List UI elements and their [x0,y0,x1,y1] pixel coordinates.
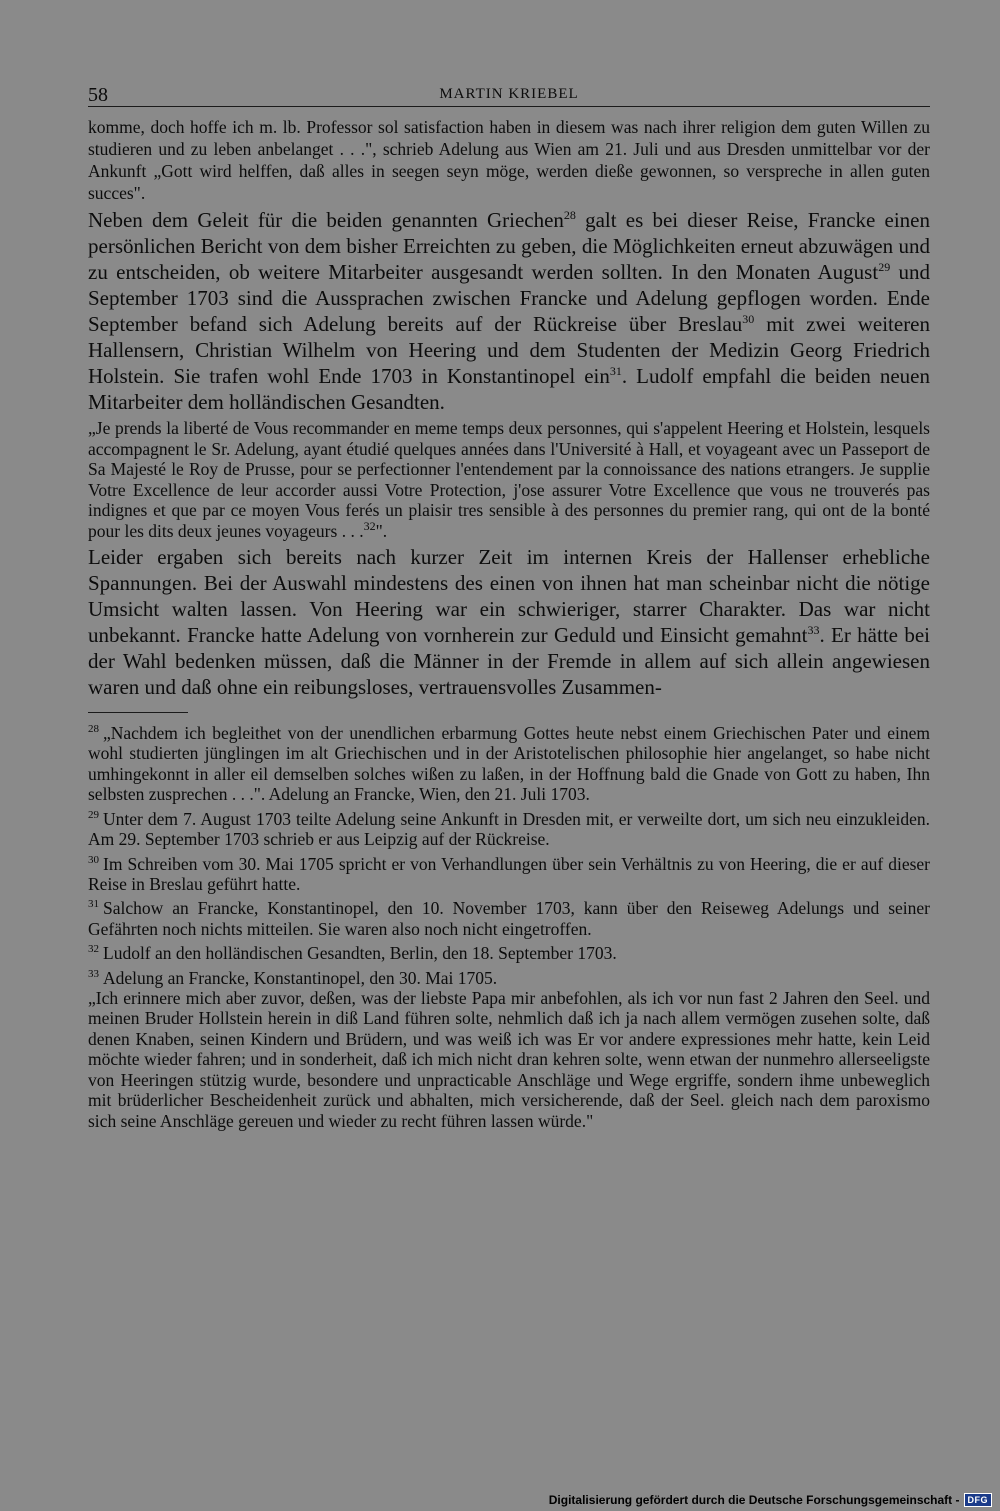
footnote-ref[interactable]: 29 [878,260,891,274]
text-run: . Ludolf empfahl die beiden neuen Mitarbeiter dem holländischen Gesandten. [88,364,931,414]
footnote-number: 32 [88,943,99,956]
footnote-ref[interactable]: 32 [363,518,376,533]
quote-text [88,418,930,541]
footnote [88,894,930,939]
text-run: Neben dem Geleit für die beiden genannten Griechen [88,208,564,232]
footnote [88,939,930,963]
text-run: und September 1703 sind die Aussprachen zwischen Francke und Adelung gepflogen worden. Ende September befand sich Adelung bereits auf der Rückreise über Breslau [88,260,931,336]
footnotes [88,719,930,1131]
body-paragraph-1 [88,207,930,415]
footer-text: Digitalisierung gefördert durch die Deutsche Forschungsgemeinschaft - [548,1493,960,1507]
footnote-text: „Nachdem ich begleithet von der unendlichen erbarmung Gottes heute nebst einem Griechischen Pater und einem wohl studierten jünglingen im alt Griechischen und in der Aristotelischen philosophie hier angelanget, so habe nicht umhingekonnt in aller eil demselben solches wißen zu laßen, in der Hoffnung bald die Gnade von Gott zu haben, Ihn selbsten zusprechen . . .". Adelung an Francke, Wien, den 21. Juli 1703. [88,722,930,805]
footnote-ref[interactable]: 33 [807,623,820,637]
footnote-text: Im Schreiben vom 30. Mai 1705 spricht er von Verhandlungen über sein Verhältnis zu von Heering, die er auf dieser Reise in Breslau geführt hatte. [88,853,930,894]
footnote-ref[interactable]: 28 [563,208,576,222]
page [88,80,930,1131]
page-number: 58 [88,84,108,106]
footnote-number: 31 [88,898,99,911]
footnote-number: 29 [88,808,99,821]
text-run: ". [375,520,388,541]
quote-text: komme, doch hoffe ich m. lb. Professor sol satisfaction haben in diesem was nach ihrer religion dem guten Willen zu studieren und zu leben anbelanget . . .", schrieb Adelung aus Wien am 21. Juli und aus Dresden unmittelbar vor der Ankunft „Gott wird helffen, daß alles in seegen seyn möge, werden dieße gewonnen, so verspreche in allen guten succes". [88,117,930,203]
footnote-text: Salchow an Francke, Konstantinopel, den 10. November 1703, kann über den Reiseweg Adelungs und seiner Gefährten noch nichts mitteilen. Sie waren also noch nicht eingetroffen. [88,898,930,939]
body-paragraph-2 [88,544,930,700]
text-run: Leider ergaben sich bereits nach kurzer Zeit im internen Kreis der Hallenser erhebliche Spannungen. Bei der Auswahl mindestens des einen von ihnen hat man scheinbar nicht die nötige Umsicht walten lassen. Von Heering war ein schwieriger, starrer Charakter. Das war nicht unbekannt. Francke hatte Adelung von vornherein zur Geduld und Einsicht gemahnt [88,545,930,647]
footnote-divider [88,712,188,713]
footnote-text: Ludolf an den holländischen Gesandten, Berlin, den 18. September 1703. [103,943,617,964]
block-quote-adelung [88,116,930,204]
text-run: „Je prends la liberté de Vous recommander en meme temps deux personnes, qui s'appelent Heering et Holstein, lesquels accompagnent le Sr. Adelung, ayant étudié quelques années dans l'Université à Hall, et voyageant avec un Passeport de Sa Majesté le Roy de Prusse, pour se perfectionner l'entendement par la connoissance des nations etrangers. Je supplie Votre Excellence de leur accorder aussi Votre Protection, j'ose assurer Votre Excellence que vous ne trouverés pas indignes et que par ce moyen Vous ferés un plaisir tres sensible à des personnes du premier rang, qui ont de la bonté pour les dits deux jeunes voyageurs . . . [88,418,930,541]
footnote [88,805,930,850]
footnote [88,850,930,895]
footnote-ref[interactable]: 31 [609,364,622,378]
footnote-text: Unter dem 7. August 1703 teilte Adelung seine Ankunft in Dresden mit, er verweilte dort, um sich neu einzukleiden. Am 29. September 1703 schrieb er aus Leipzig auf der Rückreise. [88,808,930,850]
footnote-text: Adelung an Francke, Konstantinopel, den 30. Mai 1705. [103,967,498,988]
footnote-quote: „Ich erinnere mich aber zuvor, deßen, was der liebste Papa mir anbefohlen, als ich vor nun fast 2 Jahren den Seel. und meinen Bruder Hollstein herein in diß Land führen solte, nehmlich daß ich ja nach allem vermögen zusehen solte, daß denen Knaben, seinen Kindern und Brüdern, und was weiß ich was Er vor andere expressiones mehr hatte, kein Leid möchte wieder fahren; und in sonderheit, daß ich mich nicht dran kehren solte, wenn etwan der nunmehro allerseeligste von Heeringen stützig wurde, besondere und unpracticable Anschläge und Wege ergriffe, sondern ihme unbeweglich mit brüderlicher Bescheidenheit zurück und abhalten, mich versicherende, daß der Seel. gleich nach dem paroxismo sich seine Anschläge gereuen und wieder zu recht führen lassen würde." [88,987,930,1131]
text-run: galt es bei dieser Reise, Francke einen persönlichen Bericht von dem bisher Erreichten zu geben, die Möglichkeiten erneut abzuwägen und zu entscheiden, ob weitere Mitarbeiter ausgesandt werden sollten. In den Monaten August [88,208,930,284]
footnote [88,964,930,988]
footnote-number: 28 [88,723,99,735]
paragraph [88,207,930,415]
running-head [88,80,930,107]
footnote-number: 33 [88,967,99,980]
block-quote-ludolf [88,418,930,541]
text-run: . Er hätte bei der Wahl bedenken müssen, daß die Männer in der Fremde in allem auf sich allein angewiesen waren und daß ohne ein reibungsloses, vertrauensvolles Zusammen- [88,623,930,699]
digitization-footer [549,1493,992,1507]
running-title: MARTIN KRIEBEL [439,86,579,102]
footnote-ref[interactable]: 30 [742,312,755,326]
text-run: mit zwei weiteren Hallensern, Christian Wilhelm von Heering und dem Studenten der Medizin Georg Friedrich Holstein. Sie trafen wohl Ende 1703 in Konstantinopel ein [88,312,931,388]
dfg-logo: DFG [964,1493,993,1507]
footnote [88,719,930,805]
footnote-number: 30 [88,853,99,866]
paragraph [88,544,930,700]
